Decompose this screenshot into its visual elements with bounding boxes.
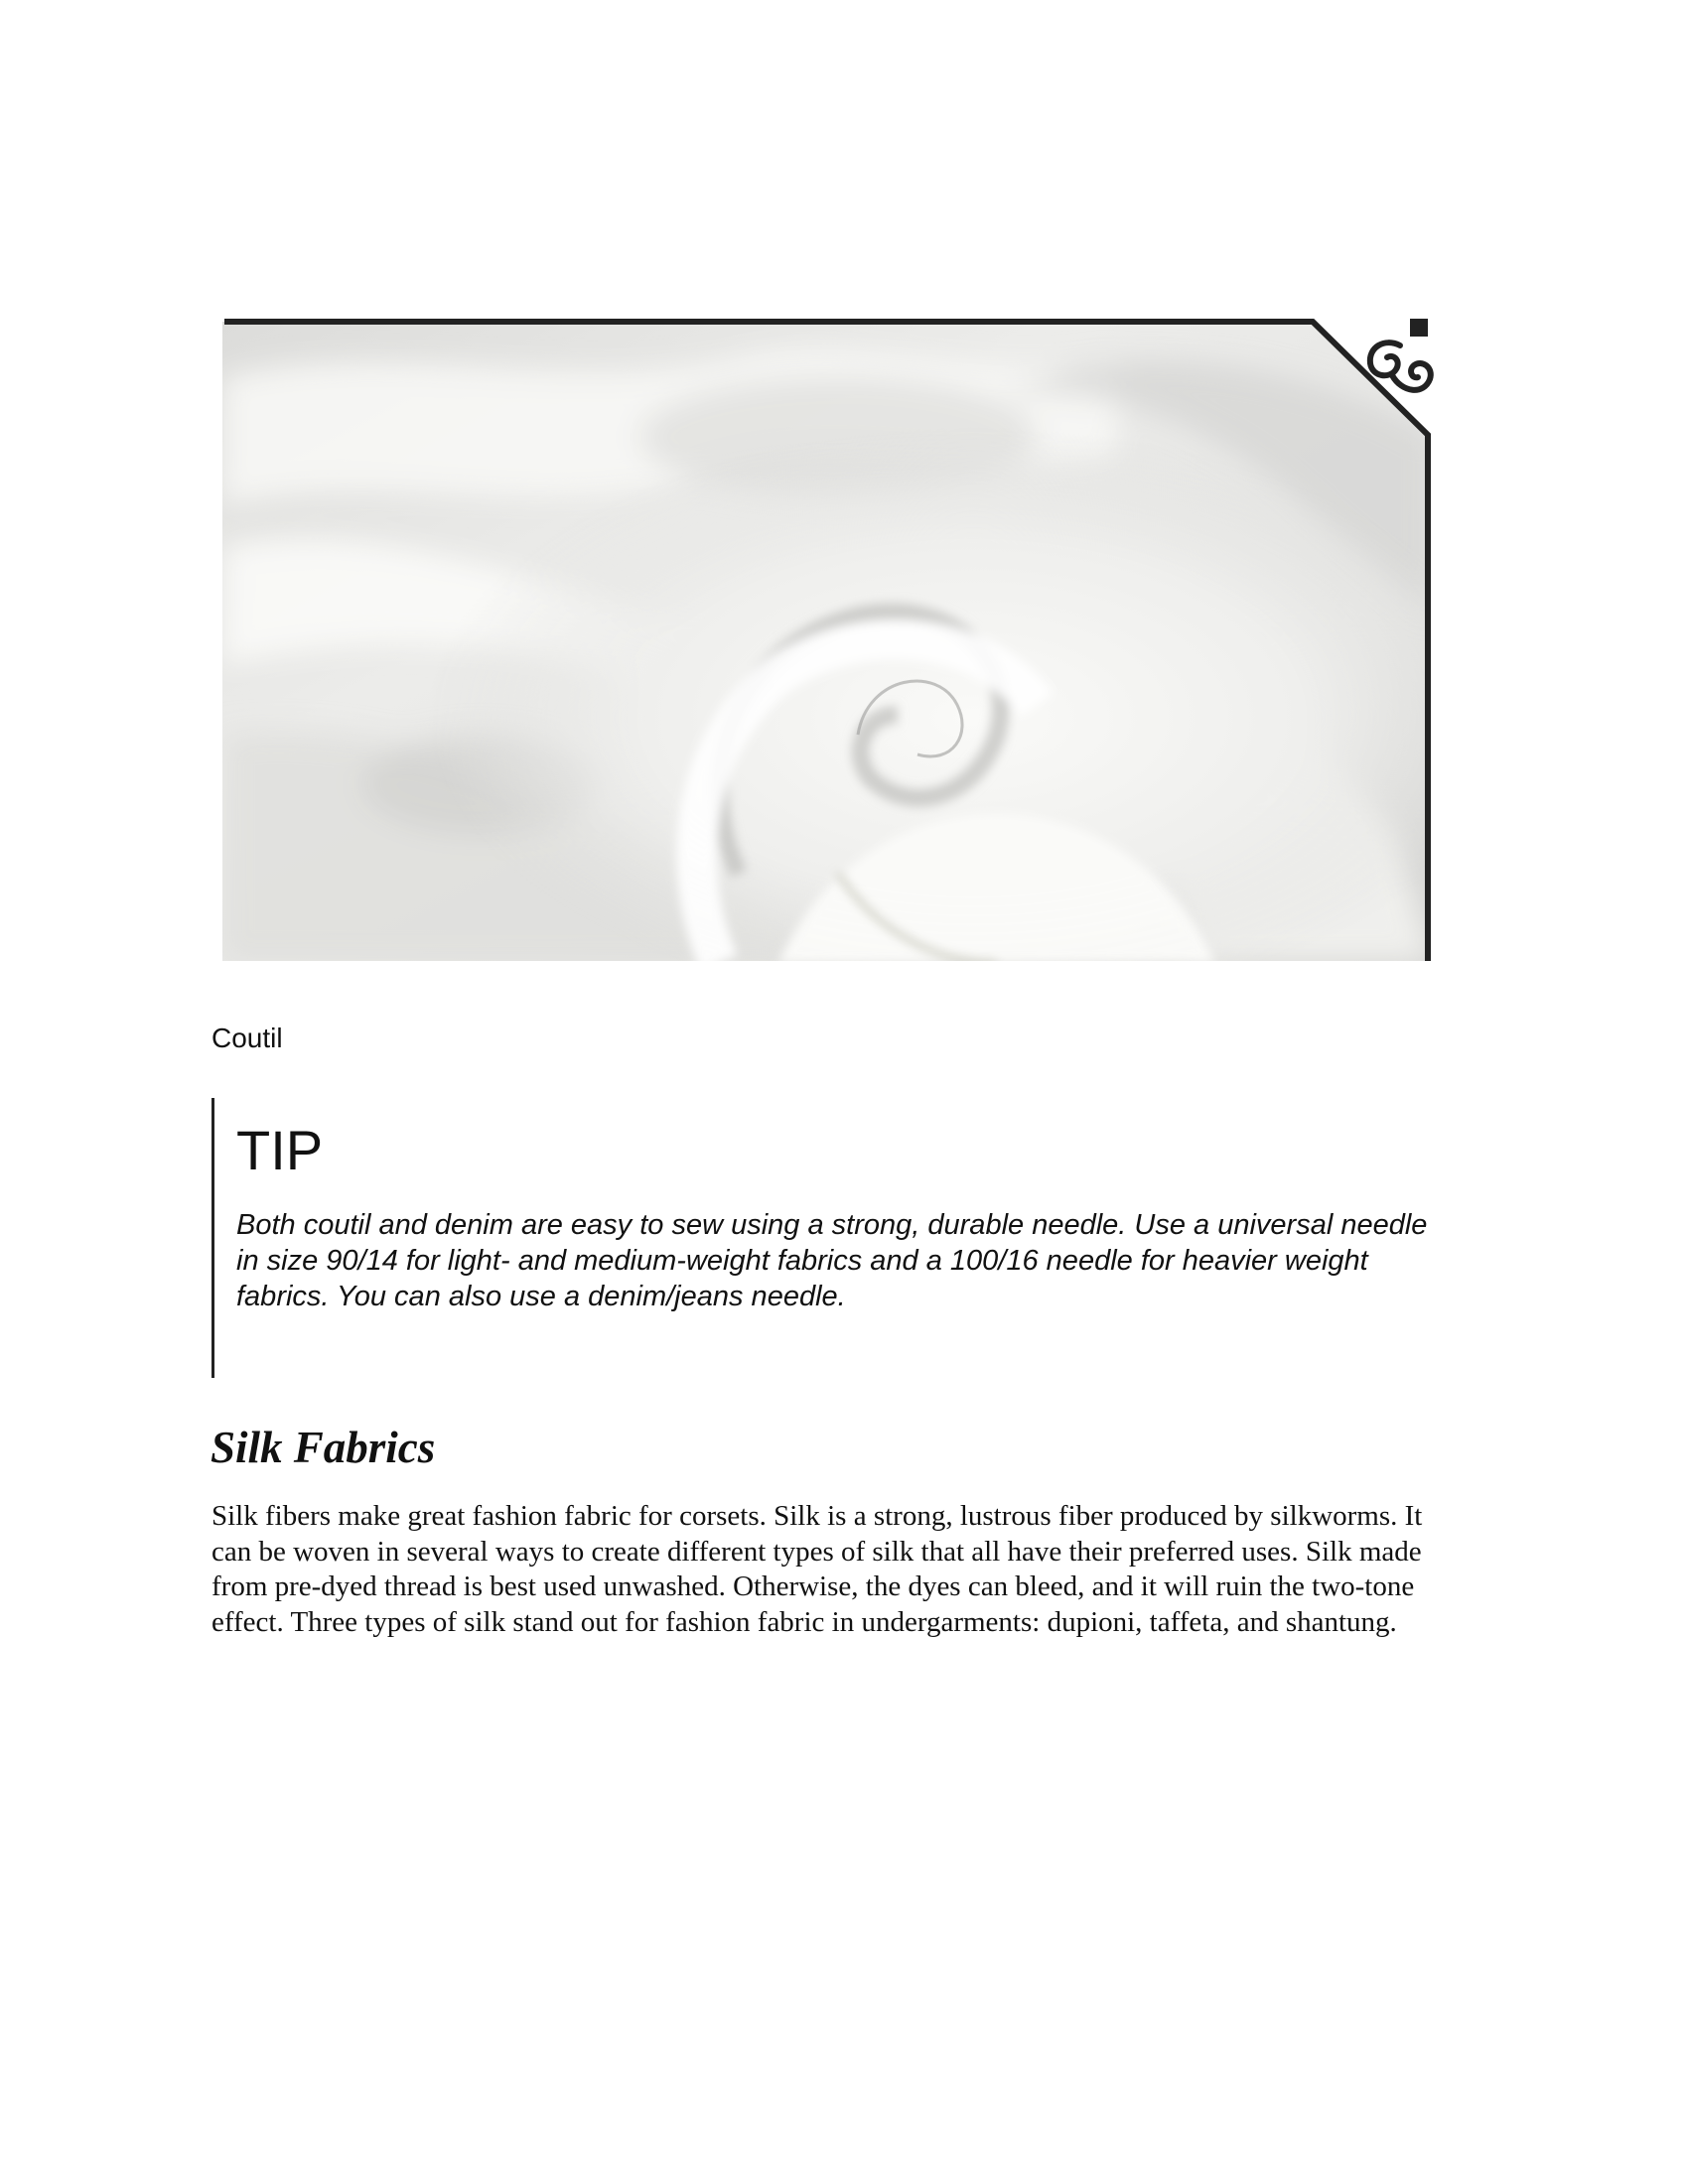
body-paragraph: Silk fibers make great fashion fabric for corsets. Silk is a strong, lustrous fiber produced by silkworms. It can be woven in several ways to create different types of silk that all have their preferred uses. Silk made from pre-dyed thread is best used unwashed. Otherwise, the dyes can bleed, and it will ruin the two-tone effect. Three types of silk stand out for fashion fabric in undergarments: dupioni, taffeta, and shantung. (211, 1500, 1423, 1638)
swirl-ornament-icon (1370, 319, 1431, 390)
tip-callout (211, 1098, 1433, 1378)
coutil-fabric-image (222, 318, 1434, 963)
figure-caption: Coutil (211, 1023, 283, 1053)
fabric-figure (222, 318, 1434, 963)
tip-text: Both coutil and denim are easy to sew using a strong, durable needle. Use a universal needle in size 90/14 for light- and medium-weight fabrics and a 100/16 needle for heavier weight fabrics. You can also use a denim/jeans needle. (236, 1208, 1428, 1312)
tip-title: TIP (236, 1119, 324, 1181)
section-heading: Silk Fabrics (211, 1423, 436, 1472)
